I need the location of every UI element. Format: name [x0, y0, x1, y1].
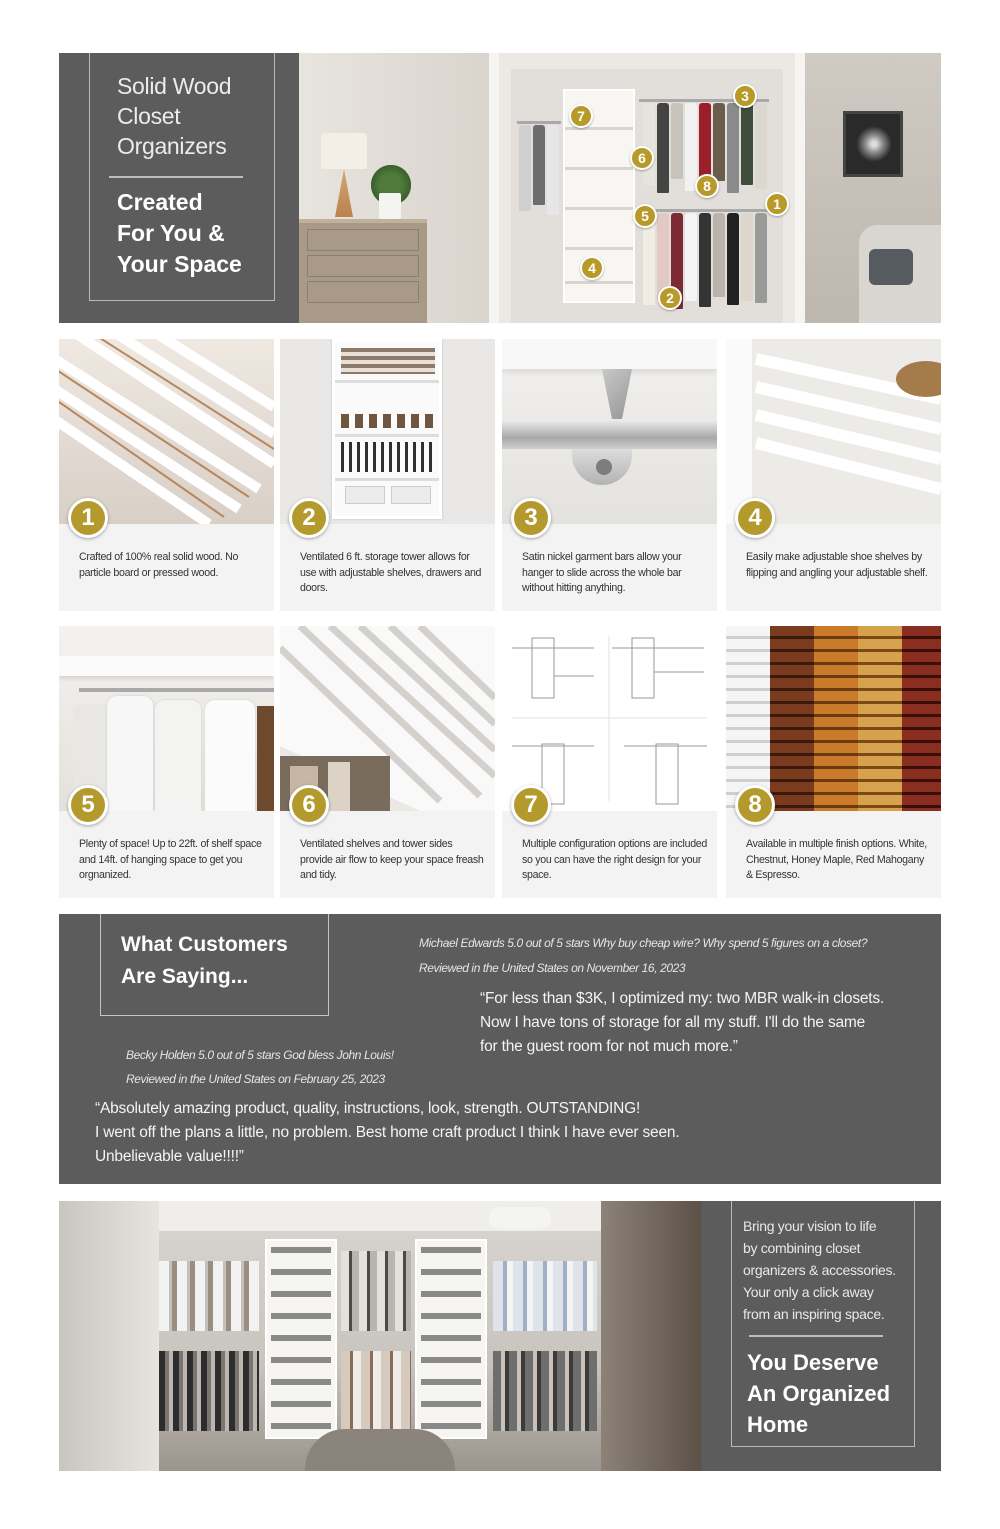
feature-text-8: Available in multiple finish options. White, Chestnut, Honey Maple, Red Mahogany & Espresso.	[746, 838, 927, 881]
callout-5: 5	[633, 204, 657, 228]
callout-6: 6	[630, 146, 654, 170]
hero-closet-photo	[299, 53, 941, 323]
feature-number-1: 1	[68, 498, 108, 538]
dresser	[299, 219, 427, 323]
reviews-heading: What Customers Are Saying...	[121, 933, 288, 988]
plant-pot	[379, 193, 401, 219]
cta-panel	[701, 1201, 941, 1471]
feature-card-3	[502, 339, 717, 611]
feature-number-3: 3	[511, 498, 551, 538]
bedroom-wall-right	[805, 53, 941, 323]
wall-art	[843, 111, 903, 177]
callout-2: 2	[658, 286, 682, 310]
feature-card-2	[280, 339, 495, 611]
feature-number-2: 2	[289, 498, 329, 538]
slats-illustration	[59, 339, 274, 524]
configuration-drawings	[502, 626, 717, 811]
hero-divider	[109, 176, 243, 178]
ventilated-slats	[280, 626, 495, 811]
cta-divider	[749, 1335, 883, 1337]
review-1-date: Reviewed in the United States on November 16, 2023	[419, 961, 686, 975]
feature-card-4	[726, 339, 941, 611]
hero-subtitle: Solid Wood Closet Organizers	[117, 73, 232, 159]
slatted-shelf-image	[59, 339, 274, 524]
callout-7: 7	[569, 104, 593, 128]
garment-bar-image	[502, 339, 717, 524]
cta-title: You Deserve An Organized Home	[747, 1350, 891, 1437]
review-2-date: Reviewed in the United States on February 25, 2023	[126, 1072, 385, 1086]
callout-8: 8	[695, 174, 719, 198]
feature-number-4: 4	[735, 498, 775, 538]
review-1-quote: “For less than $3K, I optimized my: two MBR walk-in closets. Now I have tons of storage for all my stuff. I'll do the same for the guest room for not much more.”	[480, 990, 885, 1055]
pillow	[869, 249, 913, 285]
hero-title: Created For You & Your Space	[117, 189, 242, 277]
feature-card-7	[502, 626, 717, 898]
feature-card-6	[280, 626, 495, 898]
review-1-author-line: Michael Edwards 5.0 out of 5 stars Why buy cheap wire? Why spend 5 figures on a closet?	[419, 936, 868, 950]
walk-in-closet-banner	[59, 1201, 941, 1471]
shoe-shelf-image	[726, 339, 941, 524]
bedroom-wall	[299, 53, 489, 323]
feature-number-5: 5	[68, 785, 108, 825]
review-2-author-line: Becky Holden 5.0 out of 5 stars God bless John Louis!	[126, 1048, 394, 1062]
hanging-shirts-image	[59, 626, 274, 811]
feature-text-4: Easily make adjustable shoe shelves by flipping and angling your adjustable shelf.	[746, 551, 928, 579]
feature-text-5: Plenty of space! Up to 22ft. of shelf space and 14ft. of hanging space to get you orgnanized.	[79, 838, 262, 881]
customer-reviews	[59, 914, 941, 1184]
hero-text-panel	[59, 53, 299, 323]
feature-text-6: Ventilated shelves and tower sides provide air flow to keep your space freash and tidy.	[300, 838, 484, 881]
feature-card-8	[726, 626, 941, 898]
hero-banner	[59, 53, 941, 323]
callout-3: 3	[733, 84, 757, 108]
cta-text: Bring your vision to life by combining closet organizers & accessories. Your only a click away from an inspiring space.	[743, 1218, 896, 1322]
lamp-base	[335, 169, 353, 217]
finish-swatches-image	[726, 626, 941, 811]
angled-shelf-illustration	[726, 339, 941, 524]
ventilated-shelf-image	[280, 626, 495, 811]
callout-4: 4	[580, 256, 604, 280]
review-2-quote: “Absolutely amazing product, quality, instructions, look, strength. OUTSTANDING! I went off the plans a little, no problem. Best home craft product I think I have ever seen. Unbelievable value!!!!”	[95, 1100, 680, 1165]
configuration-diagrams-image	[502, 626, 717, 811]
storage-tower-image	[280, 339, 495, 524]
feature-number-7: 7	[511, 785, 551, 825]
walk-in-closet-photo	[59, 1201, 701, 1471]
feature-card-1	[59, 339, 274, 611]
feature-text-7: Multiple configuration options are included so you can have the right design for your space.	[522, 838, 707, 881]
feature-text-2: Ventilated 6 ft. storage tower allows for use with adjustable shelves, drawers and doors.	[300, 551, 482, 594]
closet-opening	[489, 53, 805, 323]
feature-card-5	[59, 626, 274, 898]
feature-text-1: Crafted of 100% real solid wood. No particle board or pressed wood.	[79, 551, 239, 579]
feature-text-3: Satin nickel garment bars allow your hanger to slide across the whole bar without hitting anything.	[522, 551, 682, 594]
feature-number-8: 8	[735, 785, 775, 825]
lamp-shade	[321, 133, 367, 169]
feature-number-6: 6	[289, 785, 329, 825]
callout-1: 1	[765, 192, 789, 216]
